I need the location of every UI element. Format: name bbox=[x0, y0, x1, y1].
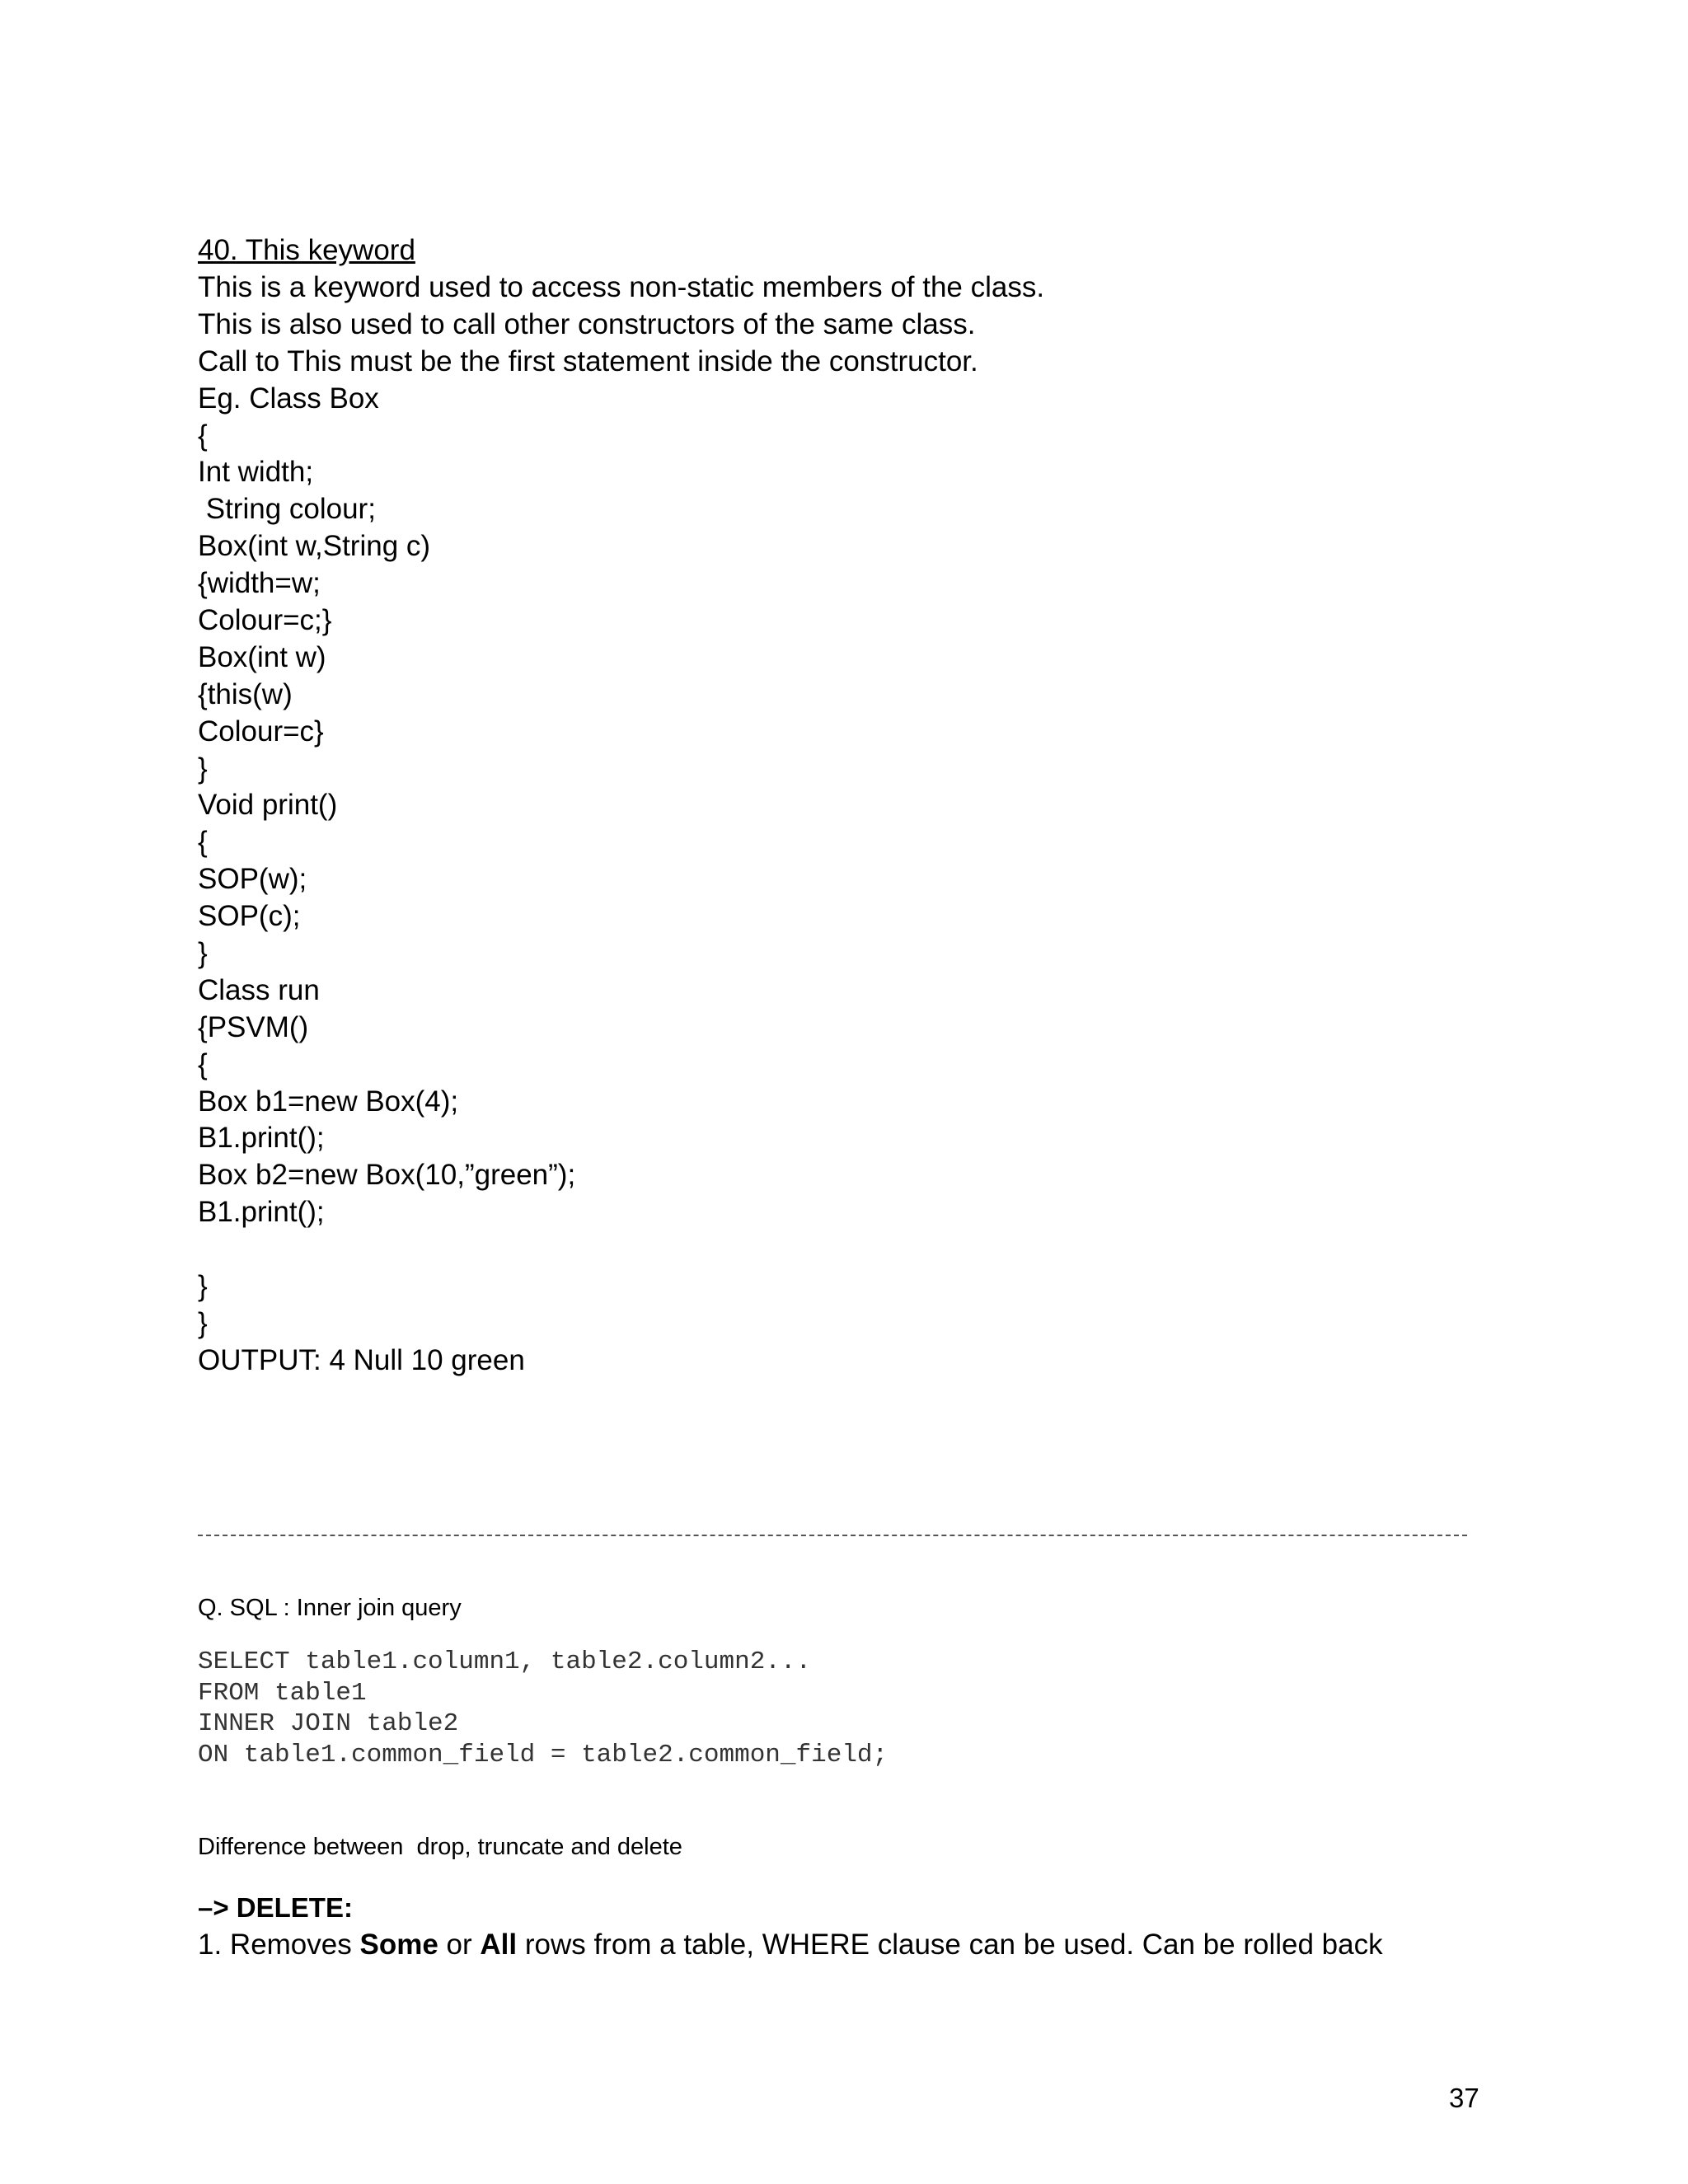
sql-code-line: SELECT table1.column1, table2.column2... bbox=[198, 1647, 812, 1676]
delete-point bbox=[198, 1927, 1383, 1963]
code-line: } bbox=[198, 1270, 208, 1303]
code-line: Class run bbox=[198, 973, 320, 1006]
code-line: SOP(c); bbox=[198, 900, 301, 933]
difference-heading: Difference between drop, truncate and delete bbox=[198, 1834, 682, 1860]
page-number: 37 bbox=[1449, 2083, 1479, 2113]
code-line: SOP(w); bbox=[198, 863, 307, 896]
code-line: String colour; bbox=[198, 493, 376, 526]
code-line: } bbox=[198, 752, 208, 785]
code-line: { bbox=[198, 826, 208, 859]
text-line: Call to This must be the first statement inside the constructor. bbox=[198, 344, 978, 377]
blank-line bbox=[198, 1231, 1044, 1268]
delete-heading: –> DELETE: bbox=[198, 1892, 353, 1923]
code-line: {width=w; bbox=[198, 567, 321, 600]
code-line: } bbox=[198, 1306, 208, 1339]
section-heading: 40. This keyword bbox=[198, 234, 415, 266]
code-line: Colour=c;} bbox=[198, 604, 332, 637]
code-line: B1.print(); bbox=[198, 1196, 325, 1229]
text-line: This is also used to call other constructors of the same class. bbox=[198, 307, 976, 340]
delete-point-prefix: 1. Removes bbox=[198, 1929, 360, 1961]
delete-point-bold-some: Some bbox=[359, 1929, 438, 1961]
code-line: Int width; bbox=[198, 456, 314, 489]
code-line: { bbox=[198, 419, 208, 452]
code-line: Box b1=new Box(4); bbox=[198, 1085, 459, 1118]
dashed-divider bbox=[198, 1535, 1467, 1536]
delete-point-suffix: rows from a table, WHERE clause can be used. Can be rolled back bbox=[517, 1929, 1383, 1961]
sql-code-block bbox=[198, 1647, 888, 1770]
code-line: { bbox=[198, 1047, 208, 1080]
text-line: This is a keyword used to access non-static members of the class. bbox=[198, 271, 1045, 303]
sql-code-line: ON table1.common_field = table2.common_field; bbox=[198, 1740, 889, 1769]
code-line: {PSVM() bbox=[198, 1010, 309, 1043]
code-line: Box(int w) bbox=[198, 640, 326, 673]
code-line: Void print() bbox=[198, 789, 338, 822]
code-line: Eg. Class Box bbox=[198, 382, 379, 415]
sql-question: Q. SQL : Inner join query bbox=[198, 1595, 462, 1621]
code-line: Box(int w,String c) bbox=[198, 530, 431, 563]
code-line: {this(w) bbox=[198, 677, 293, 710]
sql-code-line: FROM table1 bbox=[198, 1678, 367, 1708]
code-line: } bbox=[198, 937, 208, 970]
code-line: B1.print(); bbox=[198, 1122, 325, 1155]
delete-point-mid: or bbox=[438, 1929, 481, 1961]
code-line: Box b2=new Box(10,”green”); bbox=[198, 1159, 576, 1192]
output-line: OUTPUT: 4 Null 10 green bbox=[198, 1343, 525, 1376]
code-line: Colour=c} bbox=[198, 715, 324, 748]
section-body bbox=[198, 269, 1044, 1380]
sql-code-line: INNER JOIN table2 bbox=[198, 1709, 459, 1738]
delete-point-bold-all: All bbox=[480, 1929, 518, 1961]
